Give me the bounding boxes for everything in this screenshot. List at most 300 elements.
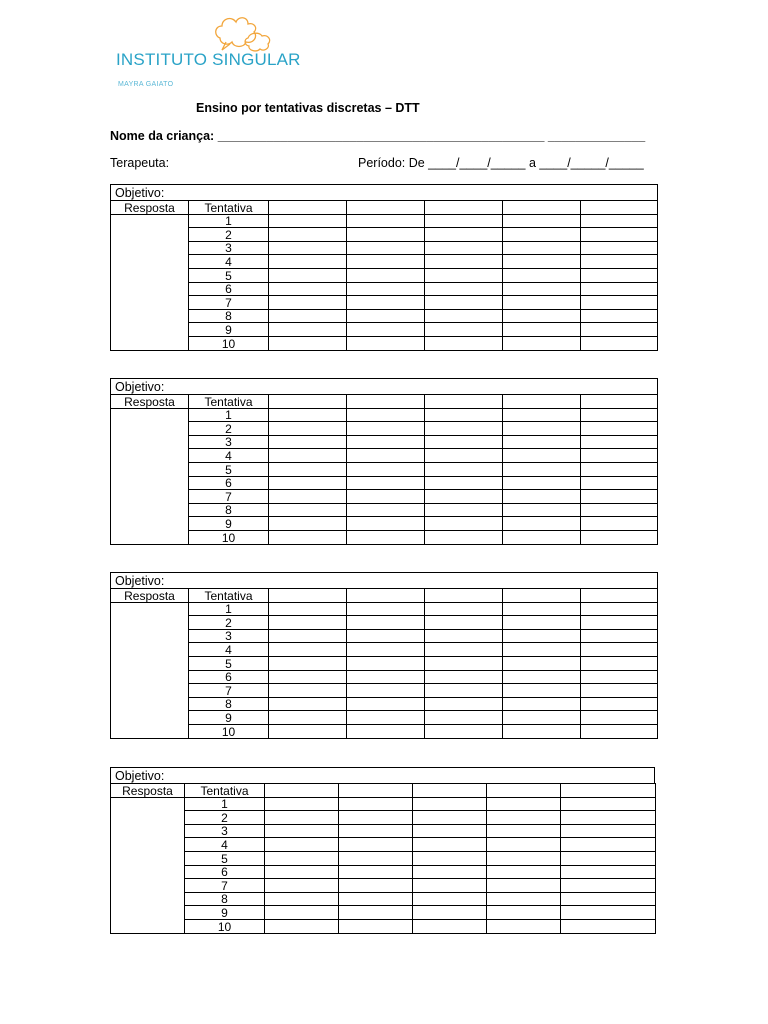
score-cell[interactable] [347, 697, 425, 711]
score-cell[interactable] [269, 422, 347, 436]
session-header-cell[interactable] [269, 395, 347, 409]
score-cell[interactable] [503, 255, 581, 269]
score-cell[interactable] [561, 919, 656, 933]
score-cell[interactable] [581, 602, 658, 616]
score-cell[interactable] [503, 462, 581, 476]
score-cell[interactable] [269, 408, 347, 422]
score-cell[interactable] [413, 906, 487, 920]
trial-number: 3 [189, 629, 269, 643]
score-cell[interactable] [581, 296, 658, 310]
score-cell[interactable] [581, 214, 658, 228]
score-cell[interactable] [339, 906, 413, 920]
score-cell[interactable] [413, 879, 487, 893]
score-cell[interactable] [425, 711, 503, 725]
trial-table [110, 588, 658, 739]
trial-number: 5 [189, 268, 269, 282]
score-cell[interactable] [425, 228, 503, 242]
session-header-cell[interactable] [425, 395, 503, 409]
score-cell[interactable] [265, 906, 339, 920]
trial-number: 5 [185, 851, 265, 865]
session-header-cell[interactable] [347, 395, 425, 409]
score-cell[interactable] [413, 824, 487, 838]
score-cell[interactable] [347, 629, 425, 643]
score-cell[interactable] [503, 724, 581, 738]
score-cell[interactable] [347, 282, 425, 296]
table-row [111, 629, 658, 643]
score-cell[interactable] [269, 268, 347, 282]
score-cell[interactable] [425, 629, 503, 643]
table-row [111, 309, 658, 323]
score-cell[interactable] [269, 490, 347, 504]
score-cell[interactable] [339, 797, 413, 811]
score-cell[interactable] [503, 408, 581, 422]
score-cell[interactable] [347, 602, 425, 616]
score-cell[interactable] [269, 602, 347, 616]
trial-number: 10 [189, 530, 269, 544]
trial-number: 5 [189, 656, 269, 670]
session-header-cell[interactable] [347, 589, 425, 603]
trial-number: 9 [189, 323, 269, 337]
trial-number: 8 [189, 309, 269, 323]
score-cell[interactable] [265, 824, 339, 838]
score-cell[interactable] [581, 724, 658, 738]
score-cell[interactable] [425, 656, 503, 670]
table-row [111, 670, 658, 684]
score-cell[interactable] [339, 892, 413, 906]
score-cell[interactable] [503, 711, 581, 725]
score-cell[interactable] [413, 865, 487, 879]
score-cell[interactable] [347, 656, 425, 670]
score-cell[interactable] [347, 241, 425, 255]
session-header-cell[interactable] [265, 784, 339, 798]
session-header-cell[interactable] [339, 784, 413, 798]
score-cell[interactable] [503, 309, 581, 323]
table-row [111, 838, 656, 852]
score-cell[interactable] [425, 435, 503, 449]
score-cell[interactable] [581, 268, 658, 282]
score-cell[interactable] [425, 408, 503, 422]
score-cell[interactable] [269, 282, 347, 296]
score-cell[interactable] [425, 323, 503, 337]
score-cell[interactable] [347, 336, 425, 350]
trial-block [110, 572, 658, 739]
score-cell[interactable] [581, 711, 658, 725]
score-cell[interactable] [581, 670, 658, 684]
score-cell[interactable] [269, 296, 347, 310]
table-row [111, 616, 658, 630]
trial-number: 8 [185, 892, 265, 906]
table-header-row [111, 395, 658, 409]
score-cell[interactable] [269, 476, 347, 490]
response-header: Resposta [111, 201, 189, 215]
trial-header: Tentativa [185, 784, 265, 798]
score-cell[interactable] [581, 323, 658, 337]
session-header-cell[interactable] [425, 201, 503, 215]
score-cell[interactable] [347, 228, 425, 242]
score-cell[interactable] [561, 811, 656, 825]
score-cell[interactable] [581, 476, 658, 490]
trial-header: Tentativa [189, 589, 269, 603]
trial-number: 3 [189, 241, 269, 255]
score-cell[interactable] [269, 711, 347, 725]
trial-number: 4 [189, 255, 269, 269]
score-cell[interactable] [503, 602, 581, 616]
score-cell[interactable] [269, 616, 347, 630]
score-cell[interactable] [425, 602, 503, 616]
child-name-field[interactable]: _______________________________________________ ______________ [217, 129, 646, 143]
score-cell[interactable] [425, 462, 503, 476]
score-cell[interactable] [503, 616, 581, 630]
score-cell[interactable] [269, 517, 347, 531]
therapist-label: Terapeuta: [110, 156, 170, 170]
score-cell[interactable] [339, 811, 413, 825]
objective-field[interactable]: Objetivo: [110, 378, 658, 395]
score-cell[interactable] [425, 422, 503, 436]
session-header-cell[interactable] [503, 589, 581, 603]
score-cell[interactable] [347, 711, 425, 725]
score-cell[interactable] [487, 892, 561, 906]
score-cell[interactable] [425, 490, 503, 504]
table-row [111, 503, 658, 517]
score-cell[interactable] [581, 697, 658, 711]
score-cell[interactable] [503, 422, 581, 436]
score-cell[interactable] [561, 851, 656, 865]
trial-number: 7 [189, 490, 269, 504]
score-cell[interactable] [581, 408, 658, 422]
score-cell[interactable] [425, 503, 503, 517]
response-cell[interactable] [111, 214, 189, 350]
session-header-cell[interactable] [413, 784, 487, 798]
score-cell[interactable] [269, 724, 347, 738]
score-cell[interactable] [487, 824, 561, 838]
trial-header: Tentativa [189, 201, 269, 215]
table-header-row [111, 784, 656, 798]
score-cell[interactable] [265, 919, 339, 933]
score-cell[interactable] [347, 449, 425, 463]
score-cell[interactable] [503, 241, 581, 255]
score-cell[interactable] [503, 476, 581, 490]
score-cell[interactable] [425, 724, 503, 738]
score-cell[interactable] [503, 214, 581, 228]
response-cell[interactable] [111, 408, 189, 544]
score-cell[interactable] [503, 268, 581, 282]
score-cell[interactable] [269, 309, 347, 323]
score-cell[interactable] [347, 422, 425, 436]
table-row [111, 797, 656, 811]
trial-number: 1 [189, 602, 269, 616]
table-row [111, 255, 658, 269]
score-cell[interactable] [581, 309, 658, 323]
score-cell[interactable] [413, 851, 487, 865]
table-row [111, 906, 656, 920]
score-cell[interactable] [413, 811, 487, 825]
score-cell[interactable] [269, 214, 347, 228]
score-cell[interactable] [561, 838, 656, 852]
score-cell[interactable] [581, 282, 658, 296]
score-cell[interactable] [503, 449, 581, 463]
table-row [111, 323, 658, 337]
score-cell[interactable] [581, 255, 658, 269]
score-cell[interactable] [265, 851, 339, 865]
score-cell[interactable] [503, 656, 581, 670]
score-cell[interactable] [425, 530, 503, 544]
score-cell[interactable] [269, 503, 347, 517]
session-header-cell[interactable] [503, 201, 581, 215]
score-cell[interactable] [347, 268, 425, 282]
trial-number: 4 [189, 643, 269, 657]
score-cell[interactable] [581, 517, 658, 531]
score-cell[interactable] [503, 228, 581, 242]
score-cell[interactable] [425, 517, 503, 531]
score-cell[interactable] [347, 462, 425, 476]
score-cell[interactable] [581, 530, 658, 544]
trial-number: 6 [189, 476, 269, 490]
score-cell[interactable] [425, 643, 503, 657]
score-cell[interactable] [503, 296, 581, 310]
objective-field[interactable]: Objetivo: [110, 184, 658, 201]
score-cell[interactable] [425, 241, 503, 255]
score-cell[interactable] [487, 919, 561, 933]
session-header-cell[interactable] [269, 589, 347, 603]
score-cell[interactable] [347, 616, 425, 630]
trial-number: 5 [189, 462, 269, 476]
score-cell[interactable] [581, 449, 658, 463]
trial-block [110, 378, 658, 545]
score-cell[interactable] [265, 879, 339, 893]
score-cell[interactable] [487, 811, 561, 825]
score-cell[interactable] [265, 838, 339, 852]
score-cell[interactable] [347, 684, 425, 698]
score-cell[interactable] [339, 879, 413, 893]
score-cell[interactable] [581, 643, 658, 657]
table-row [111, 228, 658, 242]
score-cell[interactable] [503, 629, 581, 643]
score-cell[interactable] [561, 797, 656, 811]
table-row [111, 435, 658, 449]
score-cell[interactable] [269, 241, 347, 255]
score-cell[interactable] [347, 296, 425, 310]
trial-number: 3 [189, 435, 269, 449]
score-cell[interactable] [339, 824, 413, 838]
score-cell[interactable] [487, 879, 561, 893]
score-cell[interactable] [413, 838, 487, 852]
score-cell[interactable] [503, 435, 581, 449]
table-row [111, 811, 656, 825]
objective-field[interactable]: Objetivo: [110, 572, 658, 589]
trial-number: 7 [185, 879, 265, 893]
score-cell[interactable] [347, 503, 425, 517]
score-cell[interactable] [269, 643, 347, 657]
score-cell[interactable] [581, 629, 658, 643]
score-cell[interactable] [347, 670, 425, 684]
score-cell[interactable] [581, 684, 658, 698]
score-cell[interactable] [347, 255, 425, 269]
score-cell[interactable] [425, 282, 503, 296]
session-header-cell[interactable] [581, 589, 658, 603]
trial-number: 8 [189, 503, 269, 517]
score-cell[interactable] [339, 919, 413, 933]
score-cell[interactable] [503, 490, 581, 504]
session-header-cell[interactable] [487, 784, 561, 798]
score-cell[interactable] [413, 892, 487, 906]
score-cell[interactable] [347, 517, 425, 531]
score-cell[interactable] [487, 838, 561, 852]
table-row [111, 643, 658, 657]
trial-number: 10 [189, 724, 269, 738]
score-cell[interactable] [347, 530, 425, 544]
response-header: Resposta [111, 784, 185, 798]
score-cell[interactable] [425, 670, 503, 684]
score-cell[interactable] [347, 408, 425, 422]
score-cell[interactable] [503, 530, 581, 544]
session-header-cell[interactable] [581, 201, 658, 215]
score-cell[interactable] [581, 503, 658, 517]
session-header-cell[interactable] [561, 784, 656, 798]
score-cell[interactable] [581, 228, 658, 242]
score-cell[interactable] [269, 462, 347, 476]
score-cell[interactable] [503, 670, 581, 684]
score-cell[interactable] [581, 616, 658, 630]
score-cell[interactable] [265, 811, 339, 825]
score-cell[interactable] [347, 490, 425, 504]
score-cell[interactable] [269, 323, 347, 337]
score-cell[interactable] [269, 228, 347, 242]
score-cell[interactable] [347, 476, 425, 490]
session-header-cell[interactable] [347, 201, 425, 215]
score-cell[interactable] [269, 336, 347, 350]
score-cell[interactable] [503, 323, 581, 337]
score-cell[interactable] [347, 323, 425, 337]
score-cell[interactable] [269, 684, 347, 698]
session-header-cell[interactable] [425, 589, 503, 603]
score-cell[interactable] [503, 503, 581, 517]
score-cell[interactable] [425, 449, 503, 463]
score-cell[interactable] [269, 435, 347, 449]
score-cell[interactable] [503, 517, 581, 531]
score-cell[interactable] [561, 892, 656, 906]
score-cell[interactable] [581, 241, 658, 255]
table-row [111, 214, 658, 228]
score-cell[interactable] [425, 336, 503, 350]
trial-header: Tentativa [189, 395, 269, 409]
score-cell[interactable] [269, 670, 347, 684]
score-cell[interactable] [561, 906, 656, 920]
score-cell[interactable] [269, 629, 347, 643]
trial-table [110, 783, 656, 934]
score-cell[interactable] [425, 684, 503, 698]
logo-subtitle: MAYRA GAIATO [118, 81, 174, 88]
score-cell[interactable] [425, 296, 503, 310]
table-row [111, 892, 656, 906]
score-cell[interactable] [347, 309, 425, 323]
table-row [111, 724, 658, 738]
score-cell[interactable] [487, 851, 561, 865]
score-cell[interactable] [503, 643, 581, 657]
response-cell[interactable] [111, 602, 189, 738]
score-cell[interactable] [339, 851, 413, 865]
score-cell[interactable] [503, 336, 581, 350]
score-cell[interactable] [347, 214, 425, 228]
score-cell[interactable] [269, 656, 347, 670]
score-cell[interactable] [269, 449, 347, 463]
score-cell[interactable] [425, 309, 503, 323]
score-cell[interactable] [347, 724, 425, 738]
score-cell[interactable] [425, 214, 503, 228]
score-cell[interactable] [487, 865, 561, 879]
score-cell[interactable] [487, 797, 561, 811]
table-header-row [111, 589, 658, 603]
logo [116, 14, 316, 94]
trial-block [110, 767, 655, 934]
trial-number: 2 [189, 616, 269, 630]
score-cell[interactable] [269, 255, 347, 269]
table-row [111, 476, 658, 490]
score-cell[interactable] [425, 476, 503, 490]
table-row [111, 462, 658, 476]
score-cell[interactable] [413, 797, 487, 811]
score-cell[interactable] [347, 643, 425, 657]
score-cell[interactable] [581, 435, 658, 449]
score-cell[interactable] [581, 462, 658, 476]
session-header-cell[interactable] [269, 201, 347, 215]
objective-field[interactable]: Objetivo: [110, 767, 655, 784]
score-cell[interactable] [265, 865, 339, 879]
score-cell[interactable] [425, 616, 503, 630]
score-cell[interactable] [425, 697, 503, 711]
table-row [111, 336, 658, 350]
score-cell[interactable] [503, 697, 581, 711]
score-cell[interactable] [581, 656, 658, 670]
trial-number: 2 [189, 228, 269, 242]
score-cell[interactable] [339, 865, 413, 879]
trial-number: 4 [189, 449, 269, 463]
trial-number: 1 [189, 214, 269, 228]
score-cell[interactable] [347, 435, 425, 449]
trial-number: 8 [189, 697, 269, 711]
table-row [111, 697, 658, 711]
score-cell[interactable] [265, 797, 339, 811]
score-cell[interactable] [425, 268, 503, 282]
score-cell[interactable] [581, 422, 658, 436]
child-name-label: Nome da criança: [110, 129, 215, 143]
response-cell[interactable] [111, 797, 185, 933]
score-cell[interactable] [581, 336, 658, 350]
session-header-cell[interactable] [581, 395, 658, 409]
score-cell[interactable] [265, 892, 339, 906]
table-row [111, 268, 658, 282]
score-cell[interactable] [269, 697, 347, 711]
trial-number: 6 [185, 865, 265, 879]
session-header-cell[interactable] [503, 395, 581, 409]
score-cell[interactable] [561, 824, 656, 838]
score-cell[interactable] [413, 919, 487, 933]
score-cell[interactable] [339, 838, 413, 852]
table-row [111, 241, 658, 255]
score-cell[interactable] [561, 865, 656, 879]
score-cell[interactable] [581, 490, 658, 504]
score-cell[interactable] [487, 906, 561, 920]
trial-number: 1 [189, 408, 269, 422]
score-cell[interactable] [561, 879, 656, 893]
score-cell[interactable] [503, 282, 581, 296]
score-cell[interactable] [425, 255, 503, 269]
table-row [111, 490, 658, 504]
table-row [111, 824, 656, 838]
child-name-line [110, 129, 645, 143]
score-cell[interactable] [503, 684, 581, 698]
score-cell[interactable] [269, 530, 347, 544]
period-field[interactable]: Período: De ____/____/_____ a ____/_____/_____ [358, 156, 644, 170]
